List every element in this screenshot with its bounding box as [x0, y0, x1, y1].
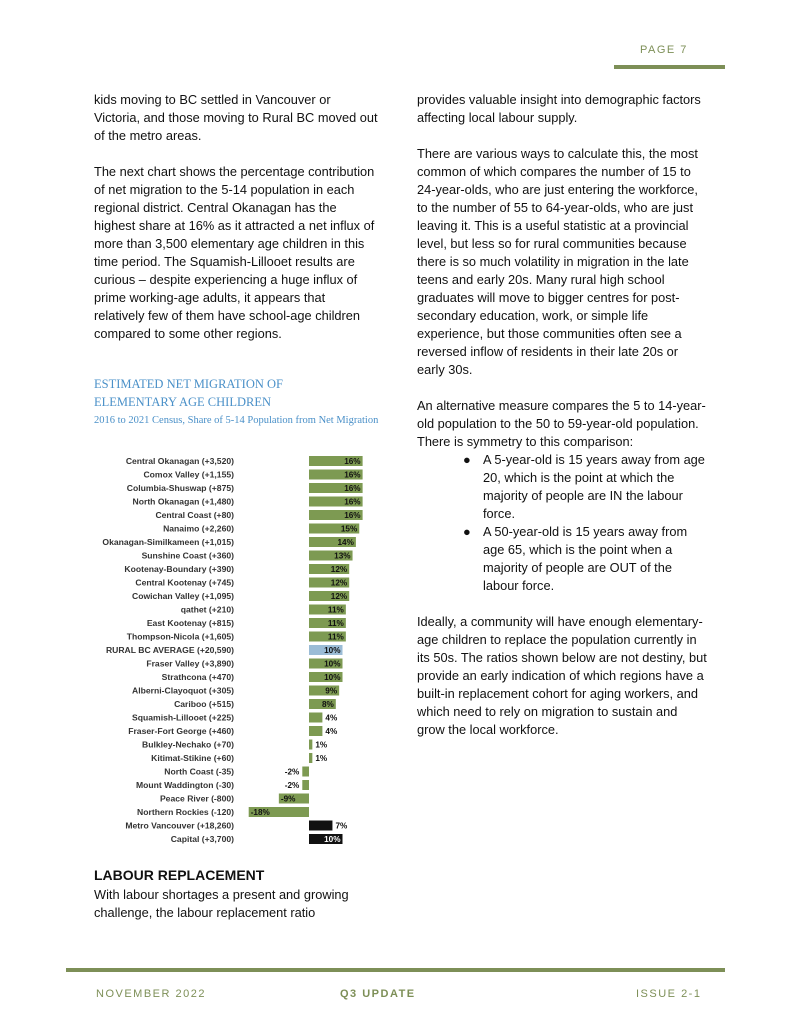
migration-bar-chart — [94, 450, 384, 845]
footer-date: NOVEMBER 2022 — [96, 988, 206, 1000]
category-label: Central Coast (+80) — [155, 510, 234, 520]
category-label: Nanaimo (+2,260) — [163, 523, 234, 534]
category-label: East Kootenay (+815) — [146, 618, 234, 628]
value-label: 10% — [324, 659, 341, 669]
category-label: Capital (+3,700) — [170, 834, 234, 844]
value-label: -9% — [280, 794, 296, 804]
value-label: 16% — [344, 457, 361, 466]
right-column — [417, 91, 707, 739]
chart-subtitle: 2016 to 2021 Census, Share of 5-14 Population from Net Migration — [94, 415, 379, 426]
footer-rule — [66, 968, 725, 972]
value-label: 1% — [315, 740, 328, 750]
category-label: Columbia-Shuswap (+875) — [126, 483, 234, 493]
paragraph: provides valuable insight into demographic factors affecting local labour supply. — [417, 92, 701, 125]
paragraph: Ideally, a community will have enough elementary-age children to replace the population currently in its 50s. The ratios shown below are not destiny, but provide an early indication of which regions have a built-in replacement cohort for aging workers, and which need to rely on migration to sustain and grow the local workforce. — [417, 614, 707, 737]
category-label: Okanagan-Similkameen (+1,015) — [102, 537, 234, 547]
footer-issue: ISSUE 2-1 — [636, 988, 702, 1000]
bullet-text: A 5-year-old is 15 years away from age 20, which is the point at which the majority of people are IN the labour force. — [483, 452, 705, 521]
bar — [302, 780, 309, 790]
category-label: Sunshine Coast (+360) — [141, 550, 234, 561]
value-label: 7% — [335, 821, 348, 831]
value-label: 16% — [344, 497, 361, 507]
value-label: 11% — [327, 619, 344, 628]
value-label: 12% — [330, 565, 348, 574]
value-label: 16% — [344, 511, 361, 520]
bar — [309, 740, 312, 750]
bar — [309, 753, 312, 763]
category-label: Squamish-Lillooet (+225) — [132, 712, 234, 723]
value-label: 4% — [325, 727, 338, 736]
footer-title: Q3 UPDATE — [340, 988, 416, 1000]
section-heading: LABOUR REPLACEMENT — [94, 867, 265, 883]
value-label: 16% — [344, 484, 361, 493]
paragraph: The next chart shows the percentage contribution of net migration to the 5-14 population in each regional district. Central Okanagan has the highest share at 16% as it attracted a net influx of more than 3,500 elementary age children in this time period. The Squamish-Lillooet results are curious – despite experiencing a huge influx of prime working-age adults, it appears that relatively few of them have school-age children compared to some other regions. — [94, 164, 375, 341]
category-label: RURAL BC AVERAGE (+20,590) — [105, 645, 234, 655]
value-label: 1% — [315, 754, 328, 763]
value-label: 15% — [340, 524, 358, 534]
paragraph: An alternative measure compares the 5 to 14-year-old population to the 50 to 59-year-old population. There is symmetry to this comparison: — [417, 398, 706, 449]
page-number: PAGE 7 — [640, 44, 688, 56]
category-label: Fraser-Fort George (+460) — [128, 726, 234, 736]
bar — [302, 767, 309, 777]
category-label: Bulkley-Nechako (+70) — [142, 739, 234, 750]
bullet-item — [463, 523, 707, 595]
section-body: With labour shortages a present and growing challenge, the labour replacement ratio — [94, 887, 349, 920]
value-label: -2% — [284, 781, 300, 790]
value-label: 14% — [337, 538, 354, 547]
value-label: -18% — [250, 808, 270, 817]
value-label: 10% — [324, 673, 341, 682]
value-label: 4% — [325, 713, 338, 723]
category-label: Comox Valley (+1,155) — [143, 469, 234, 480]
category-label: Kootenay-Boundary (+390) — [124, 564, 234, 574]
value-label: 9% — [325, 686, 338, 696]
header-rule — [614, 65, 725, 69]
value-label: 11% — [327, 632, 344, 642]
category-label: Kitimat-Stikine (+60) — [151, 753, 234, 763]
bar — [309, 821, 332, 831]
category-label: qathet (+210) — [180, 604, 234, 615]
category-label: Northern Rockies (-120) — [137, 807, 234, 817]
bar — [309, 726, 322, 736]
category-label: Alberni-Clayoquot (+305) — [132, 685, 234, 696]
value-label: -2% — [284, 767, 300, 777]
category-label: Thompson-Nicola (+1,605) — [126, 631, 234, 642]
category-label: North Coast (-35) — [164, 766, 234, 777]
category-label: Cowichan Valley (+1,095) — [132, 591, 234, 601]
category-label: Mount Waddington (-30) — [135, 780, 234, 790]
bullet-icon: ● — [463, 452, 471, 467]
category-label: Central Kootenay (+745) — [135, 577, 234, 588]
value-label: 10% — [324, 646, 341, 655]
category-label: Central Okanagan (+3,520) — [125, 456, 234, 466]
paragraph: There are various ways to calculate this, the most common of which compares the number of 15 to 24-year-olds, who are just entering the workforce, to the number of 55 to 64-year-olds, who are just leaving it. This is a useful statistic at a provincial level, but less so for rural communities because there is so much volatility in migration in the late teens and early 20s. Many rural high school graduates will move to bigger centres for post-secondary education, work, or simple life experience, but those communities often see a reversed inflow of residents in their late 20s or early 30s. — [417, 146, 698, 377]
category-label: Cariboo (+515) — [174, 699, 234, 709]
bullet-item — [463, 451, 707, 523]
bullet-text: A 50-year-old is 15 years away from age 65, which is the point when a majority of people are OUT of the labour force. — [483, 524, 688, 593]
bar — [309, 713, 322, 723]
value-label: 13% — [334, 551, 351, 561]
bullet-icon: ● — [463, 524, 471, 539]
value-label: 11% — [327, 605, 344, 615]
value-label: 12% — [330, 578, 348, 588]
category-label: Metro Vancouver (+18,260) — [125, 820, 234, 831]
category-label: North Okanagan (+1,480) — [132, 496, 234, 507]
category-label: Fraser Valley (+3,890) — [146, 658, 234, 669]
chart-title: ESTIMATED NET MIGRATION OF ELEMENTARY AGE CHILDREN — [94, 377, 284, 409]
category-label: Strathcona (+470) — [161, 672, 234, 682]
value-label: 10% — [324, 835, 341, 844]
paragraph: kids moving to BC settled in Vancouver or Victoria, and those moving to Rural BC moved out of the metro areas. — [94, 92, 378, 143]
value-label: 16% — [344, 470, 361, 480]
bullet-list — [417, 451, 707, 595]
left-column — [94, 91, 379, 343]
value-label: 12% — [330, 592, 348, 601]
category-label: Peace River (-800) — [159, 793, 234, 804]
value-label: 8% — [321, 700, 334, 709]
